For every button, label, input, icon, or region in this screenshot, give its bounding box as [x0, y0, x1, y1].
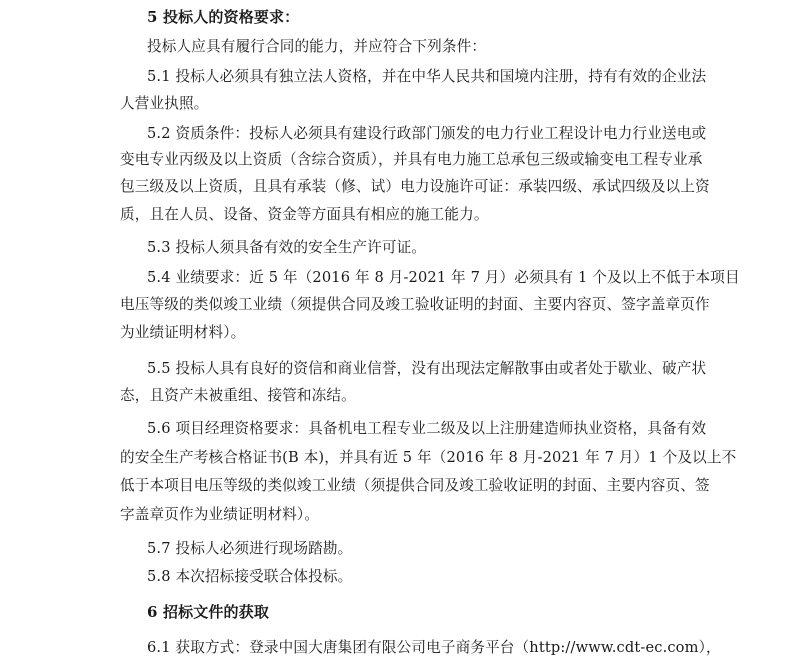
item-5-2-line-3: 包三级及以上资质，且具有承装（修、试）电力设施许可证：承装四级、承试四级及以上资	[120, 178, 710, 195]
item-5-6-line-4: 字盖章页作为业绩证明材料）。	[120, 506, 320, 523]
item-5-7-line-1: 5.7 投标人必须进行现场踏勘。	[147, 540, 353, 557]
item-5-2-line-1: 5.2 资质条件：投标人必须具有建设行政部门颁发的电力行业工程设计电力行业送电或	[147, 125, 707, 142]
item-5-4-line-3: 为业绩证明材料）。	[120, 324, 246, 341]
item-5-4-line-2: 电压等级的类似竣工业绩（须提供合同及竣工验收证明的封面、主要内容页、签字盖章页作	[120, 296, 710, 313]
section-5-heading: 5 投标人的资格要求：	[147, 8, 300, 26]
item-5-6-line-3: 低于本项目电压等级的类似竣工业绩（须提供合同及竣工验收证明的封面、主要内容页、签	[120, 477, 710, 494]
item-5-8-line-1: 5.8 本次招标接受联合体投标。	[147, 568, 353, 585]
item-5-1-line-2: 人营业执照。	[120, 95, 209, 112]
item-5-6-line-1: 5.6 项目经理资格要求：具备机电工程专业二级及以上注册建造师执业资格，具备有效	[147, 420, 707, 437]
item-5-5-line-2: 态，且资产未被重组、接管和冻结。	[120, 387, 356, 404]
section-6-heading: 6 招标文件的获取	[147, 603, 270, 621]
item-6-1-line-1: 6.1 获取方式：登录中国大唐集团有限公司电子商务平台（http://www.cdt-ec.com），	[147, 639, 721, 656]
item-5-5-line-1: 5.5 投标人具有良好的资信和商业信誉，没有出现法定解散事由或者处于歇业、破产状	[147, 360, 707, 377]
item-5-1-line-1: 5.1 投标人必须具有独立法人资格，并在中华人民共和国境内注册，持有有效的企业法	[147, 68, 707, 85]
item-5-4-line-1: 5.4 业绩要求：近 5 年（2016 年 8 月-2021 年 7 月）必须具有 1 个及以上不低于本项目	[147, 269, 740, 286]
item-5-3-line-1: 5.3 投标人须具备有效的安全生产许可证。	[147, 239, 427, 256]
item-5-2-line-2: 变电专业丙级及以上资质（含综合资质），并具有电力施工总承包三级或输变电工程专业承	[120, 151, 703, 168]
section-5-intro: 投标人应具有履行合同的能力，并应符合下列条件：	[147, 38, 487, 55]
item-5-2-line-4: 质，且在人员、设备、资金等方面具有相应的施工能力。	[120, 206, 489, 223]
item-5-6-line-2: 的安全生产考核合格证书(B 本)，并具有近 5 年（2016 年 8 月-2021 年 7 月）1 个及以上不	[120, 449, 737, 466]
